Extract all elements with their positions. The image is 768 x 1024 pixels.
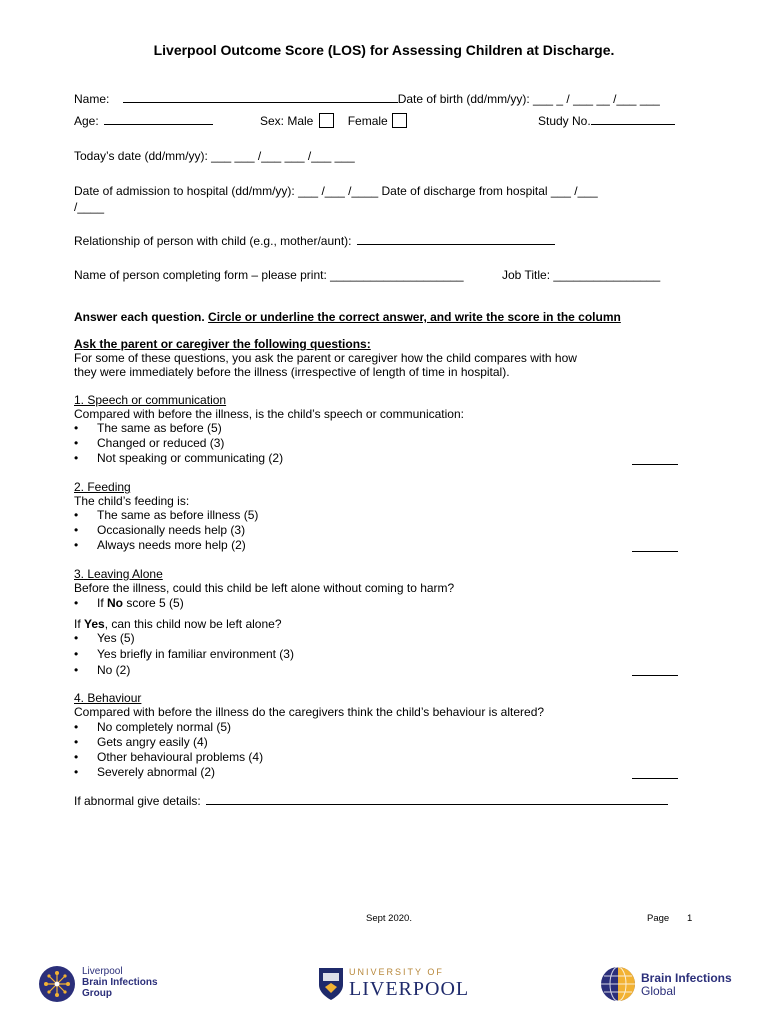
brain-network-icon: [38, 965, 76, 1003]
q3-option-1[interactable]: Yes (5): [97, 631, 135, 645]
q4-option-2[interactable]: Gets angry easily (4): [97, 735, 208, 749]
q4-bullet-1: •: [74, 720, 79, 734]
q1-bullet-3: •: [74, 451, 79, 465]
sex-label: Sex: Male: [260, 114, 314, 128]
q2-score-field[interactable]: [632, 539, 678, 552]
age-label: Age:: [74, 114, 99, 128]
q3-bullet-3: •: [74, 663, 79, 677]
abnormal-details-field[interactable]: [206, 793, 668, 805]
left-logo-line2: Brain Infections: [82, 977, 158, 988]
name-row: [74, 91, 660, 106]
brain-infections-global-logo: [600, 966, 740, 1004]
study-field[interactable]: [591, 113, 675, 125]
right-logo-line1: Brain Infections: [641, 971, 732, 985]
footer-page-label: Page: [647, 913, 670, 924]
q3-if-yes: If Yes, can this child now be left alone?: [74, 617, 282, 631]
q1-option-3[interactable]: Not speaking or communicating (2): [97, 451, 284, 465]
center-logo-line1: UNIVERSITY OF: [349, 967, 444, 977]
abnormal-details-row: [74, 793, 668, 808]
university-of-liverpool-logo: [318, 966, 468, 1004]
q4-heading: 4. Behaviour: [74, 691, 142, 705]
q4-prompt: Compared with before the illness do the caregivers think the child’s behaviour is altered?: [74, 705, 545, 719]
q3-if-no[interactable]: If No score 5 (5): [97, 596, 184, 610]
q1-heading: 1. Speech or communication: [74, 393, 227, 407]
q2-bullet-1: •: [74, 508, 79, 522]
relationship-label: Relationship of person with child (e.g., mother/aunt):: [74, 234, 352, 248]
form-title: Liverpool Outcome Score (LOS) for Assessing Children at Discharge.: [153, 42, 615, 58]
right-logo-line2: Global: [641, 984, 676, 998]
age-label-wrap: [74, 113, 213, 128]
ask-heading: Ask the parent or caregiver the following questions:: [74, 337, 371, 351]
job-title-label: Job Title: ________________: [502, 268, 661, 282]
q3-option-3[interactable]: No (2): [97, 663, 131, 677]
answer-instruction: [74, 310, 621, 324]
q3-option-2[interactable]: Yes briefly in familiar environment (3): [97, 647, 294, 661]
q2-option-3[interactable]: Always needs more help (2): [97, 538, 246, 552]
q3-bullet-1: •: [74, 631, 79, 645]
q1-option-2[interactable]: Changed or reduced (3): [97, 436, 225, 450]
female-checkbox[interactable]: [392, 113, 407, 128]
center-logo-line2: LIVERPOOL: [349, 978, 470, 1000]
liverpool-brain-infections-group-logo: [38, 965, 178, 1005]
left-logo-line1: Liverpool: [82, 966, 123, 977]
study-label: Study No.: [538, 114, 591, 128]
abnormal-details-label: If abnormal give details:: [74, 794, 201, 808]
q4-option-1[interactable]: No completely normal (5): [97, 720, 232, 734]
q2-prompt: The child’s feeding is:: [74, 494, 190, 508]
study-row: [538, 113, 675, 128]
globe-icon: [600, 966, 636, 1002]
q4-bullet-3: •: [74, 750, 79, 764]
q2-bullet-3: •: [74, 538, 79, 552]
age-field[interactable]: [104, 113, 213, 125]
footer-page-number: 1: [687, 913, 693, 924]
q3-score-field[interactable]: [632, 663, 678, 676]
q1-prompt: Compared with before the illness, is the child’s speech or communication:: [74, 407, 464, 421]
q1-bullet-1: •: [74, 421, 79, 435]
female-label: Female: [347, 114, 388, 128]
q4-option-4[interactable]: Severely abnormal (2): [97, 765, 216, 779]
q4-option-3[interactable]: Other behavioural problems (4): [97, 750, 264, 764]
dob-label: Date of birth (dd/mm/yy): ___ _ / ___ __ /___ ___: [397, 92, 660, 106]
q4-bullet-4: •: [74, 765, 79, 779]
relationship-field[interactable]: [357, 233, 555, 245]
sex-row: [260, 113, 407, 128]
left-logo-line3: Group: [82, 988, 112, 999]
crest-icon: [318, 967, 344, 1001]
admission-discharge-dates: Date of admission to hospital (dd/mm/yy): ___ /___ /____ Date of discharge from hospital ___ /___: [74, 184, 598, 198]
ask-line-2: they were immediately before the illness (irrespective of length of time in hospital).: [74, 365, 510, 379]
today-date: Today’s date (dd/mm/yy): ___ ___ /___ ___ /___ ___: [74, 149, 355, 163]
q3-bullet-2: •: [74, 647, 79, 661]
q3-no-bullet: •: [74, 596, 79, 610]
q3-heading: 3. Leaving Alone: [74, 567, 163, 581]
relationship-row: [74, 233, 555, 248]
q4-bullet-2: •: [74, 735, 79, 749]
answer-bold: Answer each question.: [74, 310, 205, 324]
discharge-date-cont: /____: [74, 200, 105, 214]
name-field[interactable]: [123, 91, 398, 103]
q4-score-field[interactable]: [632, 766, 678, 779]
q2-option-1[interactable]: The same as before illness (5): [97, 508, 259, 522]
q1-score-field[interactable]: [632, 452, 678, 465]
q2-bullet-2: •: [74, 523, 79, 537]
q1-bullet-2: •: [74, 436, 79, 450]
completing-label: Name of person completing form – please print: ____________________: [74, 268, 464, 282]
answer-underlined: Circle or underline the correct answer, and write the score in the column: [208, 310, 621, 324]
footer-date: Sept 2020.: [366, 913, 412, 924]
name-label: Name:: [74, 92, 110, 106]
male-checkbox[interactable]: [319, 113, 334, 128]
q1-option-1[interactable]: The same as before (5): [97, 421, 222, 435]
q2-heading: 2. Feeding: [74, 480, 131, 494]
ask-line-1: For some of these questions, you ask the parent or caregiver how the child compares with how: [74, 351, 577, 365]
q3-prompt: Before the illness, could this child be left alone without coming to harm?: [74, 581, 455, 595]
q2-option-2[interactable]: Occasionally needs help (3): [97, 523, 246, 537]
